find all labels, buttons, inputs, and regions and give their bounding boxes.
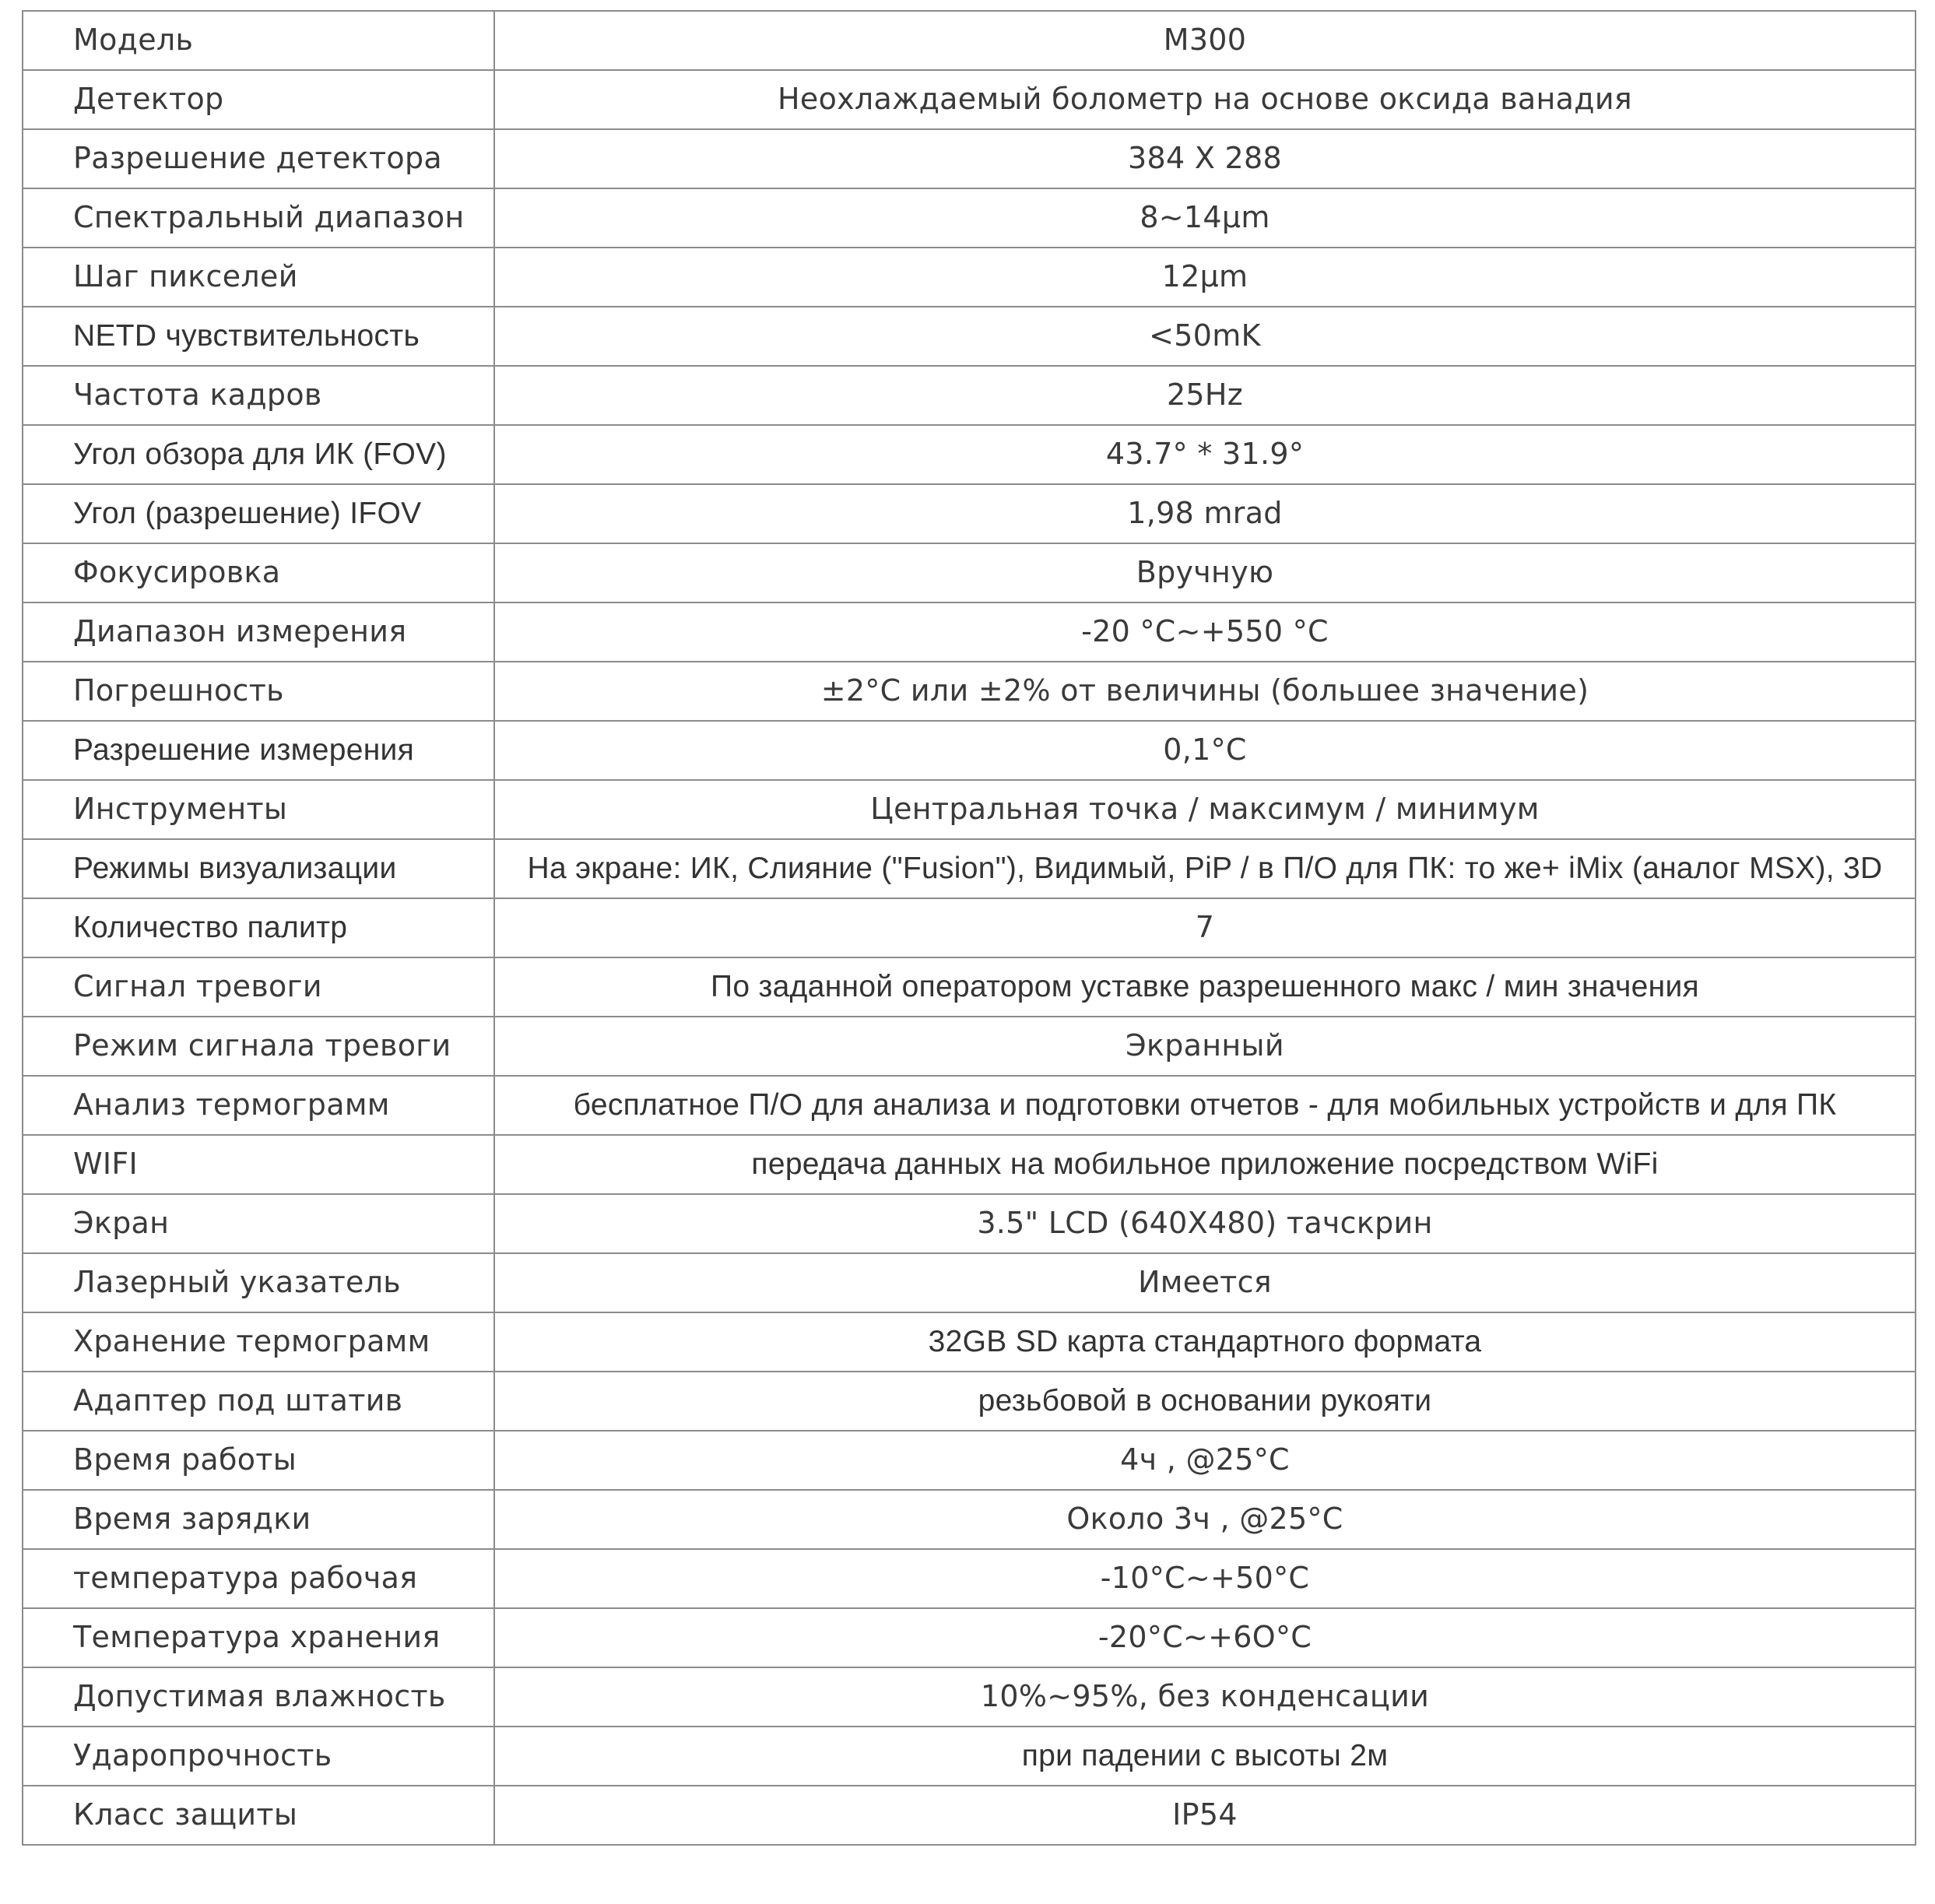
spec-value: -20 °C~+550 °C [494, 602, 1916, 662]
spec-value: 12μm [494, 248, 1916, 307]
spec-value: Центральная точка / максимум / минимум [494, 780, 1916, 839]
spec-label: Время работы [23, 1431, 494, 1490]
spec-label: Лазерный указатель [23, 1253, 494, 1312]
table-row [23, 898, 1916, 957]
spec-value: 3.5" LCD (640X480) тачскрин [494, 1194, 1916, 1253]
spec-value: -10°C~+50°C [494, 1549, 1916, 1608]
spec-value: при падении с высоты 2м [494, 1727, 1916, 1786]
table-row [23, 188, 1916, 248]
spec-value: 32GB SD карта стандартного формата [494, 1312, 1916, 1372]
table-row [23, 780, 1916, 839]
spec-table [22, 10, 1916, 1846]
table-row [23, 543, 1916, 602]
table-row [23, 70, 1916, 129]
table-row [23, 1549, 1916, 1608]
spec-label: Разрешение детектора [23, 129, 494, 188]
spec-label: Адаптер под штатив [23, 1372, 494, 1431]
spec-value: Экранный [494, 1017, 1916, 1076]
table-row [23, 721, 1916, 780]
spec-value: На экране: ИК, Слияние ("Fusion"), Видимый, PiP / в П/О для ПК: то же+ iMix (аналог MSX), 3D [494, 839, 1916, 898]
table-row [23, 1786, 1916, 1845]
table-row [23, 1194, 1916, 1253]
spec-label: Сигнал тревоги [23, 957, 494, 1017]
spec-label: Диапазон измерения [23, 602, 494, 662]
spec-value: передача данных на мобильное приложение посредством WiFi [494, 1135, 1916, 1194]
spec-label: WIFI [23, 1135, 494, 1194]
spec-value: IP54 [494, 1786, 1916, 1845]
spec-value: 0,1°C [494, 721, 1916, 780]
spec-value: 43.7° * 31.9° [494, 425, 1916, 484]
spec-value: Неохлаждаемый болометр на основе оксида ванадия [494, 70, 1916, 129]
spec-label: Анализ термограмм [23, 1076, 494, 1135]
table-row [23, 602, 1916, 662]
spec-value: 7 [494, 898, 1916, 957]
spec-value: 8~14μm [494, 188, 1916, 248]
table-row [23, 957, 1916, 1017]
table-row [23, 1431, 1916, 1490]
table-row [23, 11, 1916, 70]
spec-value: бесплатное П/О для анализа и подготовки отчетов - для мобильных устройств и для ПК [494, 1076, 1916, 1135]
table-row [23, 1667, 1916, 1727]
spec-label: Угол (разрешение) IFOV [23, 484, 494, 543]
spec-label: Модель [23, 11, 494, 70]
spec-label: Допустимая влажность [23, 1667, 494, 1727]
table-row [23, 662, 1916, 721]
table-row [23, 839, 1916, 898]
spec-label: Инструменты [23, 780, 494, 839]
spec-label: Угол обзора для ИК (FOV) [23, 425, 494, 484]
spec-label: Погрешность [23, 662, 494, 721]
table-row [23, 425, 1916, 484]
spec-value: -20°C~+6O°C [494, 1608, 1916, 1667]
spec-value: По заданной оператором уставке разрешенного макс / мин значения [494, 957, 1916, 1017]
table-row [23, 366, 1916, 425]
table-row [23, 1135, 1916, 1194]
table-row [23, 1253, 1916, 1312]
spec-value: резьбовой в основании рукояти [494, 1372, 1916, 1431]
spec-value: 4ч , @25°C [494, 1431, 1916, 1490]
spec-table-body [23, 11, 1916, 1845]
spec-value: Вручную [494, 543, 1916, 602]
spec-label: Шаг пикселей [23, 248, 494, 307]
table-row [23, 1312, 1916, 1372]
table-row [23, 1727, 1916, 1786]
table-row [23, 1017, 1916, 1076]
spec-label: Режимы визуализации [23, 839, 494, 898]
spec-label: Режим сигнала тревоги [23, 1017, 494, 1076]
spec-label: температура рабочая [23, 1549, 494, 1608]
spec-value: 10%~95%, без конденсации [494, 1667, 1916, 1727]
spec-label: Температура хранения [23, 1608, 494, 1667]
table-row [23, 1076, 1916, 1135]
spec-value: <50mK [494, 307, 1916, 366]
spec-label: Разрешение измерения [23, 721, 494, 780]
spec-label: Спектральный диапазон [23, 188, 494, 248]
spec-value: M300 [494, 11, 1916, 70]
table-row [23, 1490, 1916, 1549]
spec-label: NETD чувствительность [23, 307, 494, 366]
spec-label: Хранение термограмм [23, 1312, 494, 1372]
spec-label: Ударопрочность [23, 1727, 494, 1786]
spec-label: Количество палитр [23, 898, 494, 957]
table-row [23, 307, 1916, 366]
spec-value: Имеется [494, 1253, 1916, 1312]
table-row [23, 484, 1916, 543]
table-row [23, 129, 1916, 188]
spec-value: ±2°C или ±2% от величины (большее значение) [494, 662, 1916, 721]
spec-value: 384 X 288 [494, 129, 1916, 188]
spec-label: Детектор [23, 70, 494, 129]
spec-label: Класс защиты [23, 1786, 494, 1845]
table-row [23, 248, 1916, 307]
spec-value: Около 3ч , @25°C [494, 1490, 1916, 1549]
spec-value: 25Hz [494, 366, 1916, 425]
spec-label: Частота кадров [23, 366, 494, 425]
table-row [23, 1608, 1916, 1667]
spec-label: Экран [23, 1194, 494, 1253]
spec-value: 1,98 mrad [494, 484, 1916, 543]
table-row [23, 1372, 1916, 1431]
spec-label: Время зарядки [23, 1490, 494, 1549]
spec-label: Фокусировка [23, 543, 494, 602]
